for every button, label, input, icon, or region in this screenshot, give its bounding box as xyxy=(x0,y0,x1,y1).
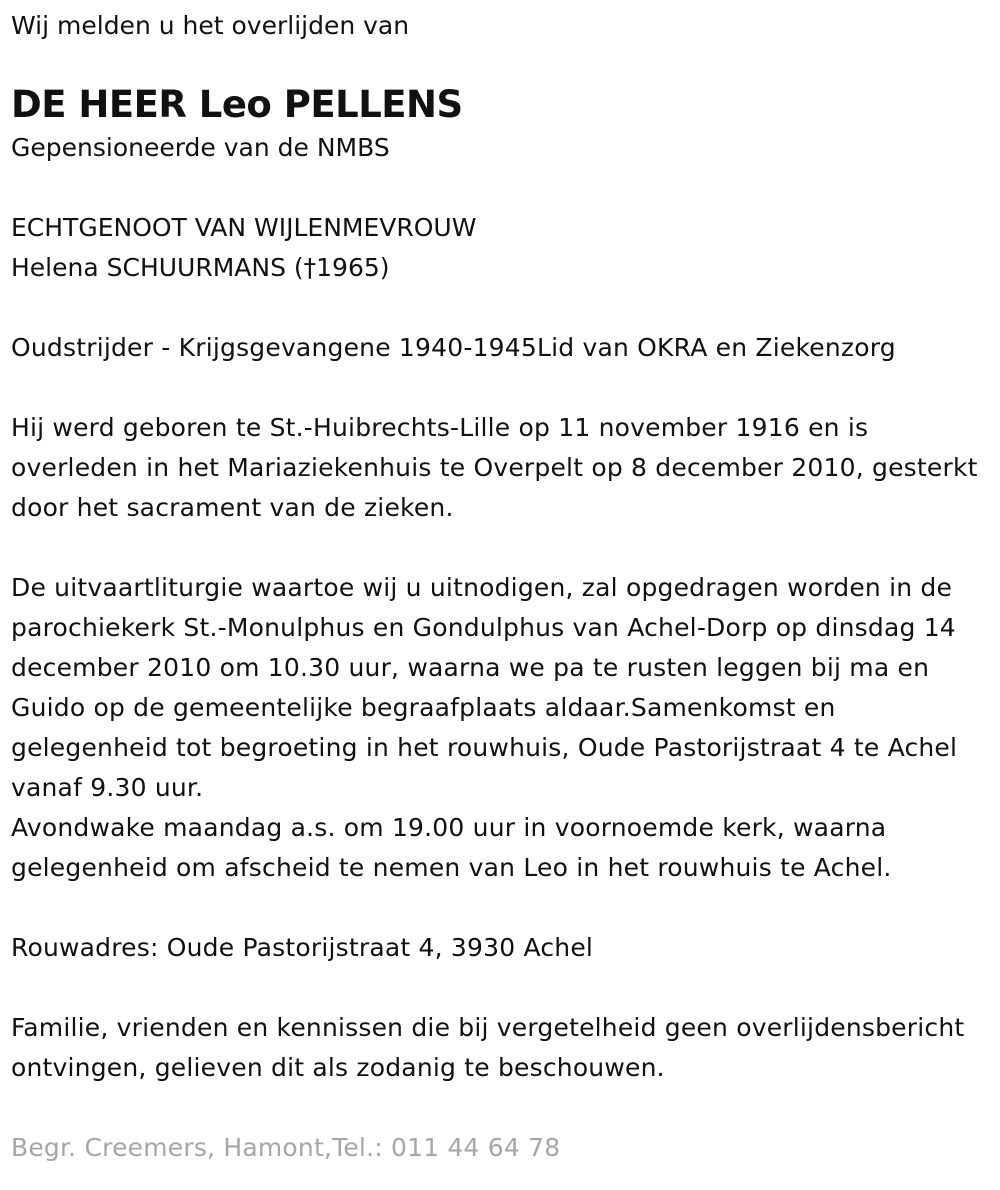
spacer xyxy=(11,288,991,328)
spacer xyxy=(11,168,991,208)
intro-line: Wij melden u het overlijden van xyxy=(11,11,410,40)
wake-paragraph: Avondwake maandag a.s. om 19.00 uur in voornoemde kerk, waarna gelegenheid om afscheid te nemen van Leo in het rouwhuis te Achel. xyxy=(11,813,892,882)
spouse-name: Helena SCHUURMANS (†1965) xyxy=(11,253,390,282)
spacer xyxy=(11,888,991,928)
funeral-paragraph: De uitvaartliturgie waartoe wij u uitnodigen, zal opgedragen worden in de parochiekerk St.-Monulphus en Gondulphus van Achel-Dorp op dinsdag 14 december 2010 om 10.30 uur, waarna we pa te rusten leggen bij ma en Guido op de gemeentelijke begraafplaats aldaar.Samenkomst en gelegenheid tot begroeting in het rouwhuis, Oude Pastorijstraat 4 te Achel vanaf 9.30 uur. xyxy=(11,573,958,802)
closing-paragraph: Familie, vrienden en kennissen die bij vergetelheid geen overlijdensbericht ontvingen, gelieven dit als zodanig te beschouwen. xyxy=(11,1013,965,1082)
address-line: Rouwadres: Oude Pastorijstraat 4, 3930 Achel xyxy=(11,933,594,962)
spacer xyxy=(11,968,991,1008)
spouse-heading: ECHTGENOOT VAN WIJLENMEVROUW xyxy=(11,213,477,242)
spacer xyxy=(11,1088,991,1128)
birth-death-paragraph: Hij werd geboren te St.-Huibrechts-Lille op 11 november 1916 en is overleden in het Mariaziekenhuis te Overpelt op 8 december 2010, gesterkt door het sacrament van de zieken. xyxy=(11,413,978,522)
spacer xyxy=(11,528,991,568)
memberships-line: Oudstrijder - Krijgsgevangene 1940-1945Lid van OKRA en Ziekenzorg xyxy=(11,333,896,362)
spacer xyxy=(11,368,991,408)
undertaker-line: Begr. Creemers, Hamont,Tel.: 011 44 64 78 xyxy=(11,1133,561,1162)
death-notice xyxy=(11,0,991,1168)
deceased-name: DE HEER Leo PELLENS xyxy=(11,83,463,126)
occupation-line: Gepensioneerde van de NMBS xyxy=(11,133,390,162)
